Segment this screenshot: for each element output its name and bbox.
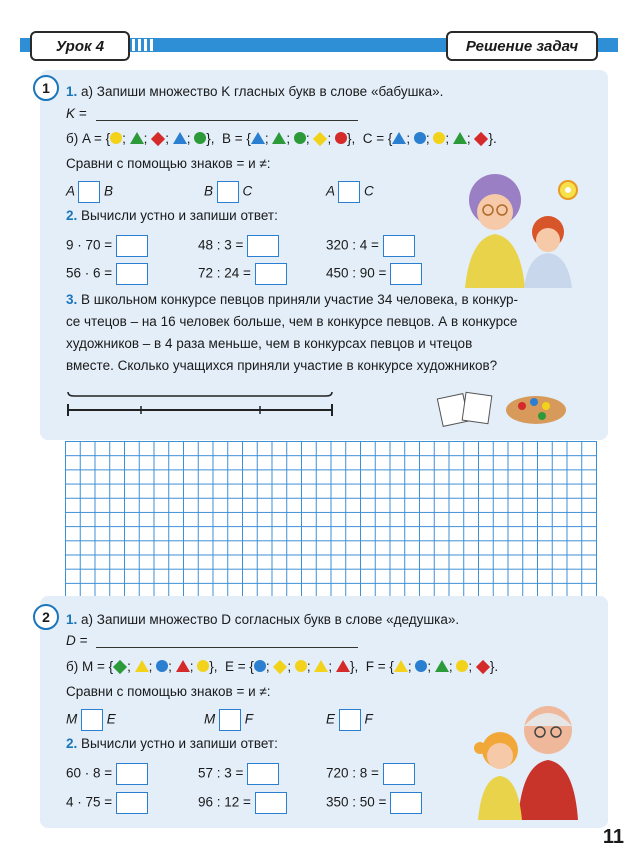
answer-box[interactable]: [247, 235, 279, 257]
expr: 57 : 3 =: [198, 763, 279, 785]
grandma-boy-illustration: [450, 160, 590, 288]
task-1-2: 2. Вычисли устно и запиши ответ:: [66, 208, 278, 223]
section-1-badge: 1: [33, 75, 59, 101]
compare-box[interactable]: [338, 181, 360, 203]
answer-box[interactable]: [247, 763, 279, 785]
answer-box[interactable]: [116, 235, 148, 257]
page-number: 11: [602, 826, 624, 848]
answer-box[interactable]: [390, 263, 422, 285]
compare-pair-5: M F: [204, 709, 253, 731]
compare-pair-3: A C: [326, 181, 374, 203]
lesson-label: Урок 4: [30, 31, 130, 61]
compare-instruction-2: Сравни с помощью знаков = и ≠:: [66, 684, 271, 699]
expr: 48 : 3 =: [198, 235, 279, 257]
answer-box[interactable]: [116, 263, 148, 285]
header-stripes: [132, 39, 156, 51]
answer-box[interactable]: [116, 792, 148, 814]
sets-row-2: б) M = { ; ; ; ; }, E = { ; ; ; ; }, F = { ; ; ; ; }.: [66, 659, 499, 674]
expr: 72 : 24 =: [198, 263, 287, 285]
k-label: K =: [66, 106, 87, 121]
expr: 450 : 90 =: [326, 263, 422, 285]
compare-pair-6: E F: [326, 709, 373, 731]
task-2-1: 1. а) Запиши множество D согласных букв в слове «дедушка».: [66, 612, 460, 627]
expr: 56 · 6 =: [66, 263, 148, 285]
grandpa-girl-illustration: [458, 690, 598, 820]
expr: 350 : 50 =: [326, 792, 422, 814]
k-answer-line[interactable]: [96, 120, 358, 121]
papers-palette-illustration: [436, 388, 576, 428]
compare-box[interactable]: [339, 709, 361, 731]
task-1-1: 1. а) Запиши множество K гласных букв в слове «бабушка».: [66, 84, 444, 99]
answer-box[interactable]: [383, 763, 415, 785]
compare-pair-4: M E: [66, 709, 116, 731]
answer-box[interactable]: [116, 763, 148, 785]
d-answer-line[interactable]: [96, 647, 358, 648]
task-1-3-line-4: вместе. Сколько учащихся приняли участие в конкурсе художников?: [66, 358, 498, 373]
answer-box[interactable]: [390, 792, 422, 814]
topic-label: Решение задач: [446, 31, 598, 61]
compare-box[interactable]: [219, 709, 241, 731]
task-1-3-line-1: 3. В школьном конкурсе певцов приняли участие 34 человека, в конкур-: [66, 292, 519, 307]
answer-box[interactable]: [255, 792, 287, 814]
expr: 9 · 70 =: [66, 235, 148, 257]
compare-box[interactable]: [78, 181, 100, 203]
compare-box[interactable]: [217, 181, 239, 203]
segment-diagram: [64, 390, 344, 420]
task-1-3-line-2: се чтецов – на 16 человек больше, чем в конкурсе певцов. А в конкурсе: [66, 314, 518, 329]
compare-instruction-1: Сравни с помощью знаков = и ≠:: [66, 156, 271, 171]
task-1-3-line-3: художников – в 4 раза меньше, чем в конкурсах певцов и чтецов: [66, 336, 473, 351]
expr: 96 : 12 =: [198, 792, 287, 814]
answer-grid[interactable]: [65, 441, 597, 612]
expr: 720 : 8 =: [326, 763, 415, 785]
expr: 4 · 75 =: [66, 792, 148, 814]
compare-box[interactable]: [81, 709, 103, 731]
d-label: D =: [66, 633, 88, 648]
task-2-2: 2. Вычисли устно и запиши ответ:: [66, 736, 278, 751]
answer-box[interactable]: [383, 235, 415, 257]
expr: 320 : 4 =: [326, 235, 415, 257]
compare-pair-1: A B: [66, 181, 113, 203]
answer-box[interactable]: [255, 263, 287, 285]
expr: 60 · 8 =: [66, 763, 148, 785]
compare-pair-2: B C: [204, 181, 252, 203]
sets-row-1: б) A = { ; ; ; ; }, B = { ; ; ; ; }, C = { ; ; ; ; }.: [66, 131, 497, 146]
section-2-badge: 2: [33, 604, 59, 630]
